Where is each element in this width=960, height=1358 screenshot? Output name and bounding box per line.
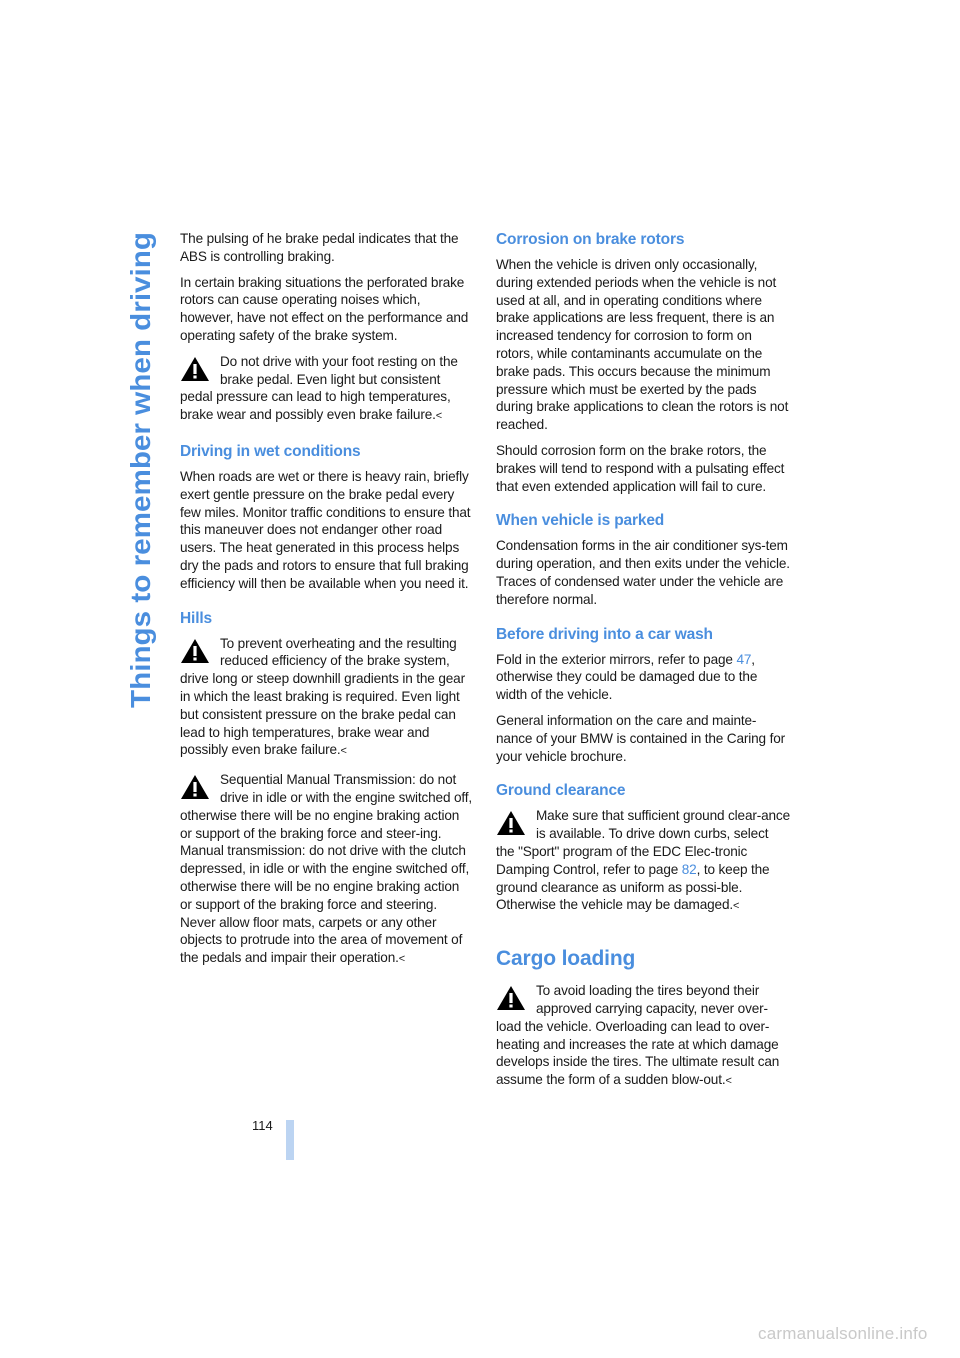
warning-cargo-loading <box>496 982 790 1091</box>
warning-text: To prevent overheating and the resulting reduced efficiency of the brake system, drive long or steep downhill gradients in the gear in which the least braking is required. Even light but consistent pressure on the brake pedal can lead to high temperatures, brake wear and possibly even brake failure. <box>180 635 465 758</box>
page-link-82[interactable]: 82 <box>681 861 697 877</box>
left-column <box>180 230 474 979</box>
corrosion-heading: Corrosion on brake rotors <box>496 231 685 248</box>
car-wash-care-text: General information on the care and mainte-nance of your BMW is contained in the Caring for your vehicle brochure. <box>496 712 785 764</box>
warning-triangle-icon <box>496 982 530 1015</box>
wet-conditions-text: When roads are wet or there is heavy rain, briefly exert gentle pressure on the brake pedal every few miles. Monitor traffic conditions to ensure that this maneuver does not endanger other road users. The heat generated in this process helps dry the pads and rotors to ensure that full braking efficiency will then be available when you need it. <box>180 468 471 591</box>
side-chapter-title <box>112 230 160 710</box>
car-wash-mirrors-text: Fold in the exterior mirrors, refer to page 47, otherwise they could be damaged due to the width of the vehicle. <box>496 651 758 703</box>
warning-text: To avoid loading the tires beyond their approved carrying capacity, never over-load the vehicle. Overloading can lead to over-heating and increases the rate at which damage develops inside the tires. The ultimate result can assume the form of a sudden blow-out. <box>496 983 780 1088</box>
hills-heading: Hills <box>180 609 212 627</box>
side-chapter-title-text: Things to remember when driving <box>125 266 156 708</box>
perforated-rotors-text: In certain braking situations the perforated brake rotors can cause operating noises which, however, have not effect on the performance and operating safety of the brake system. <box>180 274 469 343</box>
page-number: 114 <box>252 1118 273 1133</box>
cargo-loading-heading: Cargo loading <box>496 947 636 971</box>
end-mark: < <box>733 900 740 913</box>
warning-transmission <box>180 771 474 969</box>
end-mark: < <box>435 410 443 423</box>
warning-triangle-icon <box>180 771 214 804</box>
warning-triangle-icon <box>180 635 214 668</box>
manual-transmission-text: Manual transmission: do not drive with the clutch depressed, in idle or with the engine switched off, otherwise there will be no engine braking action or support of the braking force and steering. <box>180 843 470 912</box>
warning-foot-on-pedal <box>180 353 474 426</box>
end-mark: < <box>725 1075 732 1088</box>
warning-triangle-icon <box>496 807 530 840</box>
floor-mats-text: Never allow floor mats, carpets or any other objects to protrude into the area of movement of the pedals and impair their operation. <box>180 914 463 966</box>
ground-clearance-heading: Ground clearance <box>496 782 626 800</box>
warning-hills <box>180 635 474 762</box>
warning-text: Sequential Manual Transmission: do not drive in idle or with the engine switched off, otherwise there will be no engine braking action or support of the braking force and steer-ing. <box>180 772 473 841</box>
warning-text: Do not drive with your foot resting on the brake pedal. Even light but consistent pedal pressure can lead to high temperatures, brake wear and possibly even brake failure. <box>180 353 458 423</box>
parked-heading: When vehicle is parked <box>496 512 665 530</box>
corrosion-effect-text: Should corrosion form on the brake rotors, the brakes will tend to respond with a pulsating effect that even extended application will fail to cure. <box>496 442 785 494</box>
watermark: carmanualsonline.info <box>758 1324 928 1343</box>
parked-text: Condensation forms in the air conditioner sys-tem during operation, and then exits under the vehicle. Traces of condensed water under the vehicle are therefore normal. <box>496 538 790 607</box>
warning-ground-clearance: Make sure that sufficient ground clear-ance is available. To drive down curbs, select the "Sport" program of the EDC Elec-tronic Damping Control, refer to page 82, to keep the ground clearance as uniform as possi-ble. Otherwise the vehicle may be damaged.< <box>496 808 790 913</box>
abs-pulsing-text: The pulsing of he brake pedal indicates that the ABS is controlling braking. <box>180 231 459 264</box>
car-wash-heading: Before driving into a car wash <box>496 625 713 643</box>
wet-conditions-heading: Driving in wet conditions <box>180 442 361 460</box>
right-column <box>496 230 790 1101</box>
page-link-47[interactable]: 47 <box>736 651 752 667</box>
warning-triangle-icon <box>180 353 214 386</box>
end-mark: < <box>340 745 347 758</box>
page-number-bar <box>286 1120 294 1160</box>
corrosion-text: When the vehicle is driven only occasionally, during extended periods when the vehicle is not used at all, and in operating conditions where brake applications are less frequent, there is an increased tendency for corrosion to form on rotors, while contaminants accumulate on the brake pads. This occurs because the minimum pressure which must be exerted by the pads during brake applications to clean the rotors is not reached. <box>496 257 789 433</box>
end-mark: < <box>398 953 406 966</box>
